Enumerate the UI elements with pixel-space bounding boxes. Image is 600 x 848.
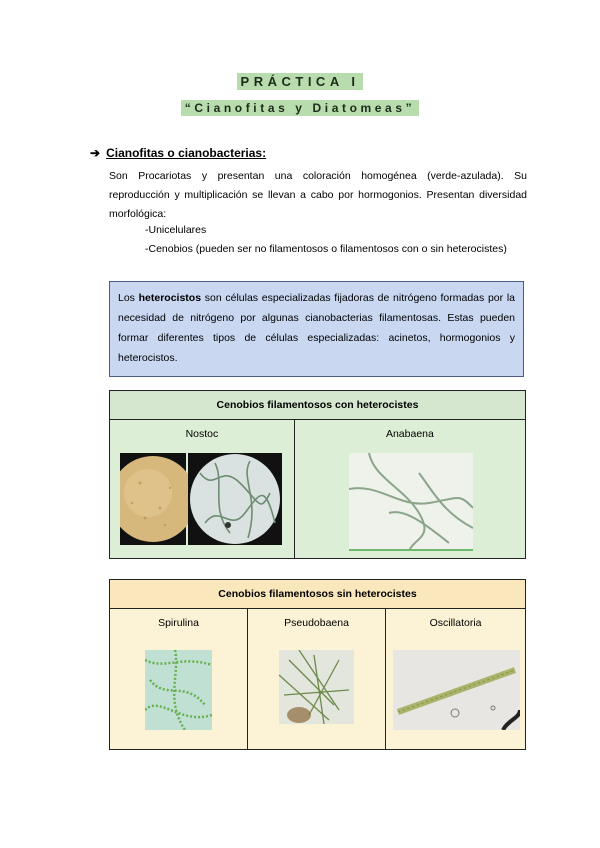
oscillatoria-microscope-image bbox=[393, 650, 520, 730]
title-wrapper bbox=[0, 73, 600, 91]
page-subtitle: “Cianofitas y Diatomeas” bbox=[181, 100, 419, 116]
info-text-pre: Los bbox=[118, 292, 139, 304]
pseudobaena-label: Pseudobaena bbox=[284, 617, 349, 629]
table-with-heterocysts-header: Cenobios filamentosos con heterocistes bbox=[110, 391, 526, 420]
heterocyst-info-box bbox=[109, 281, 524, 377]
spirulina-cell bbox=[110, 609, 248, 750]
table-with-heterocysts bbox=[109, 390, 526, 559]
nostoc-label: Nostoc bbox=[185, 428, 219, 440]
info-text-post: son células especializadas fijadoras de nitrógeno formadas por la necesidad de nitrógeno por algunas cianobacterias filamentosas. Estas pueden formar diferentes tipos de células especializadas: acinetos, hormogonios y heterocistos. bbox=[118, 292, 515, 364]
spirulina-label: Spirulina bbox=[158, 617, 199, 629]
nostoc-cell bbox=[110, 420, 295, 559]
spirulina-microscope-image bbox=[145, 650, 212, 730]
pseudobaena-cell bbox=[248, 609, 386, 750]
list-item: -Unicelulares bbox=[145, 224, 207, 236]
oscillatoria-label: Oscillatoria bbox=[429, 617, 482, 629]
arrow-icon: ➔ bbox=[90, 146, 101, 160]
info-text-bold: heterocistos bbox=[138, 292, 202, 304]
anabaena-label: Anabaena bbox=[385, 428, 434, 440]
list-item: -Cenobios (pueden ser no filamentosos o filamentosos con o sin heterocistes) bbox=[145, 243, 507, 255]
oscillatoria-cell bbox=[386, 609, 526, 750]
section-heading-text: Cianofitas o cianobacterias: bbox=[106, 146, 267, 160]
subtitle-wrapper bbox=[0, 99, 600, 117]
page-title: PRÁCTICA I bbox=[237, 73, 364, 90]
section-heading bbox=[90, 146, 266, 160]
nostoc-microscope-image bbox=[120, 453, 282, 545]
table-without-heterocysts bbox=[109, 579, 526, 750]
anabaena-cell bbox=[294, 420, 525, 559]
table-without-heterocysts-header: Cenobios filamentosos sin heterocistes bbox=[110, 580, 526, 609]
pseudobaena-microscope-image bbox=[279, 650, 354, 724]
intro-paragraph: Son Procariotas y presentan una coloración homogénea (verde-azulada). Su reproducción y multiplicación se llevan a cabo por hormogonios. Presentan diversidad morfológica: bbox=[109, 170, 527, 220]
anabaena-microscope-image bbox=[349, 453, 473, 551]
